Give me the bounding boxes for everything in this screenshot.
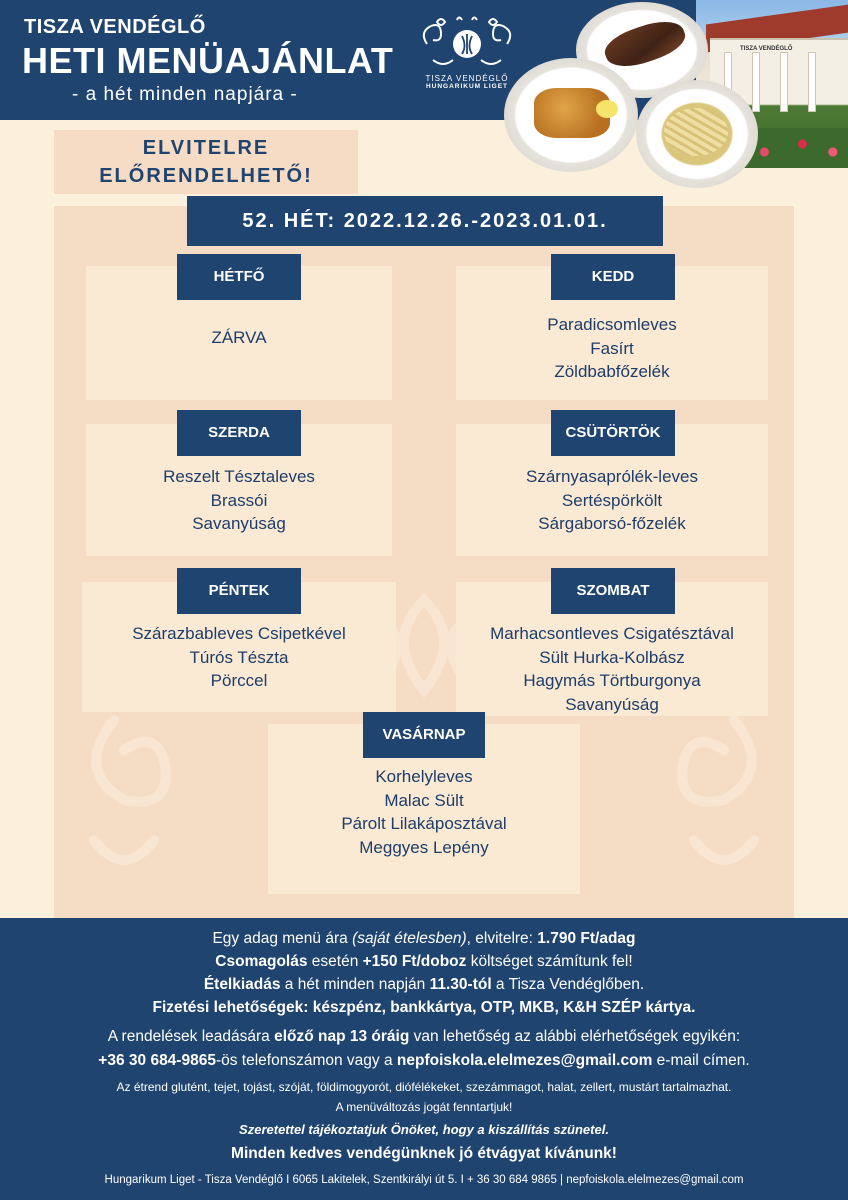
dish-item: Sárgaborsó-főzelék [538, 514, 686, 533]
dish-item: Túrós Tészta [189, 647, 289, 667]
price-value: 1.790 Ft/adag [537, 930, 636, 947]
schnitzel-plate-photo [504, 58, 638, 172]
dish-item: Szárazbableves Csipetkével [132, 624, 346, 643]
dish-list-tuesday [456, 313, 768, 384]
serving-text: a Tisza Vendéglőben. [491, 976, 645, 993]
order-deadline: előző nap 13 óráig [274, 1028, 410, 1045]
packaging-fee: +150 Ft/doboz [362, 953, 467, 970]
day-label-sunday: VASÁRNAP [363, 712, 485, 758]
packaging-text: költséget számítunk fel! [466, 953, 633, 970]
contact-info [0, 1052, 848, 1070]
greeting: Minden kedves vendégünknek jó étvágyat kívánunk! [231, 1145, 617, 1162]
allergen-notice: Az étrend glutént, tejet, tojást, szóját, földimogyorót, diófélékeket, szezámmagot, halat, zellert, mustárt tartalmazhat. [116, 1080, 732, 1094]
week-date-range: 52. HÉT: 2022.12.26.-2023.01.01. [187, 196, 663, 246]
rights-notice: A menüváltozás jogát fenntartjuk! [335, 1100, 513, 1114]
serving-label: Ételkiadás [203, 976, 281, 993]
dish-item: Reszelt Tésztaleves [163, 467, 315, 486]
dish-item: Sült Hurka-Kolbász [539, 647, 685, 667]
pickup-notice [54, 130, 358, 194]
logo-subtitle: HUNGARIKUM LIGET [425, 83, 509, 90]
address-line: Hungarikum Liget - Tisza Vendéglő I 6065 Lakitelek, Szentkirályi út 5. I + 36 30 684 9865 | nepfoiskola.elelmezes@gmail.com [104, 1174, 744, 1186]
dish-item: Sertéspörkölt [561, 490, 663, 510]
dish-item: Malac Sült [384, 790, 464, 810]
serving-text: a hét minden napján [280, 976, 430, 993]
dish-list-monday [86, 326, 392, 350]
brand-name: TISZA VENDÉGLŐ [24, 16, 206, 38]
dish-list-saturday [456, 622, 768, 716]
pickup-line-2: ELŐRENDELHETŐ! [99, 165, 313, 187]
payment-info: Fizetési lehetőségek: készpénz, bankkártya, OTP, MKB, K&H SZÉP kártya. [152, 999, 696, 1016]
packaging-info [0, 953, 848, 971]
dish-item: Szárnyasaprólék-leves [526, 467, 698, 486]
order-text: A rendelések leadására [107, 1028, 275, 1045]
ornament-logo-icon [417, 14, 517, 72]
dish-item: Zöldbabfőzelék [554, 362, 670, 381]
price-note: (saját ételesben) [352, 930, 467, 947]
serving-info [0, 976, 848, 994]
page-subtitle: - a hét minden napjára - [72, 84, 298, 105]
price-info [0, 930, 848, 948]
day-label-tuesday: KEDD [551, 254, 675, 300]
day-label-friday: PÉNTEK [177, 568, 301, 614]
price-text: , elvitelre: [466, 930, 538, 947]
dish-item: Meggyes Lepény [359, 837, 489, 857]
dish-list-friday [82, 622, 396, 693]
price-text: Egy adag menü ára [212, 930, 353, 947]
day-label-thursday: CSÜTÖRTÖK [551, 410, 675, 456]
dish-item: Brassói [210, 490, 268, 510]
page-title: HETI MENÜAJÁNLAT [22, 40, 394, 81]
dish-item: Savanyúság [192, 514, 286, 533]
logo-name: TISZA VENDÉGLŐ [425, 74, 509, 83]
day-label-monday: HÉTFŐ [177, 254, 301, 300]
contact-text: -ös telefonszámon vagy a [215, 1052, 397, 1069]
restaurant-logo [412, 14, 522, 104]
dish-item: ZÁRVA [211, 328, 267, 347]
serving-time: 11.30-tól [429, 976, 492, 993]
dish-list-sunday [268, 765, 580, 859]
soup-bowl-photo [636, 80, 758, 188]
dish-item: Marhacsontleves Csigatésztával [490, 624, 734, 643]
packaging-text: esetén [307, 953, 363, 970]
dish-item: Hagymás Törtburgonya [523, 671, 701, 690]
building-sign: TISZA VENDÉGLŐ [740, 46, 793, 52]
dish-list-thursday [456, 465, 768, 536]
dish-item: Párolt Lilakáposztával [341, 814, 507, 833]
pickup-line-1: ELVITELRE [142, 137, 270, 159]
footer-info [0, 918, 848, 1200]
dish-list-wednesday [86, 465, 392, 536]
order-info [0, 1028, 848, 1046]
packaging-label: Csomagolás [215, 953, 308, 970]
order-text: van lehetőség az alábbi elérhetőségek egyikén: [409, 1028, 741, 1045]
dish-item: Savanyúság [565, 694, 659, 714]
dish-item: Fasírt [590, 338, 634, 358]
phone-link[interactable]: +36 30 684-9865 [98, 1052, 216, 1069]
delivery-notice: Szeretettel tájékoztatjuk Önöket, hogy a kiszállítás szünetel. [239, 1122, 609, 1137]
day-label-saturday: SZOMBAT [551, 568, 675, 614]
day-label-wednesday: SZERDA [177, 410, 301, 456]
dish-item: Paradicsomleves [547, 315, 677, 334]
dish-item: Pörccel [210, 671, 268, 690]
dish-item: Korhelyleves [375, 767, 473, 786]
contact-text: e-mail címen. [652, 1052, 750, 1069]
email-link[interactable]: nepfoiskola.elelmezes@gmail.com [396, 1052, 653, 1069]
